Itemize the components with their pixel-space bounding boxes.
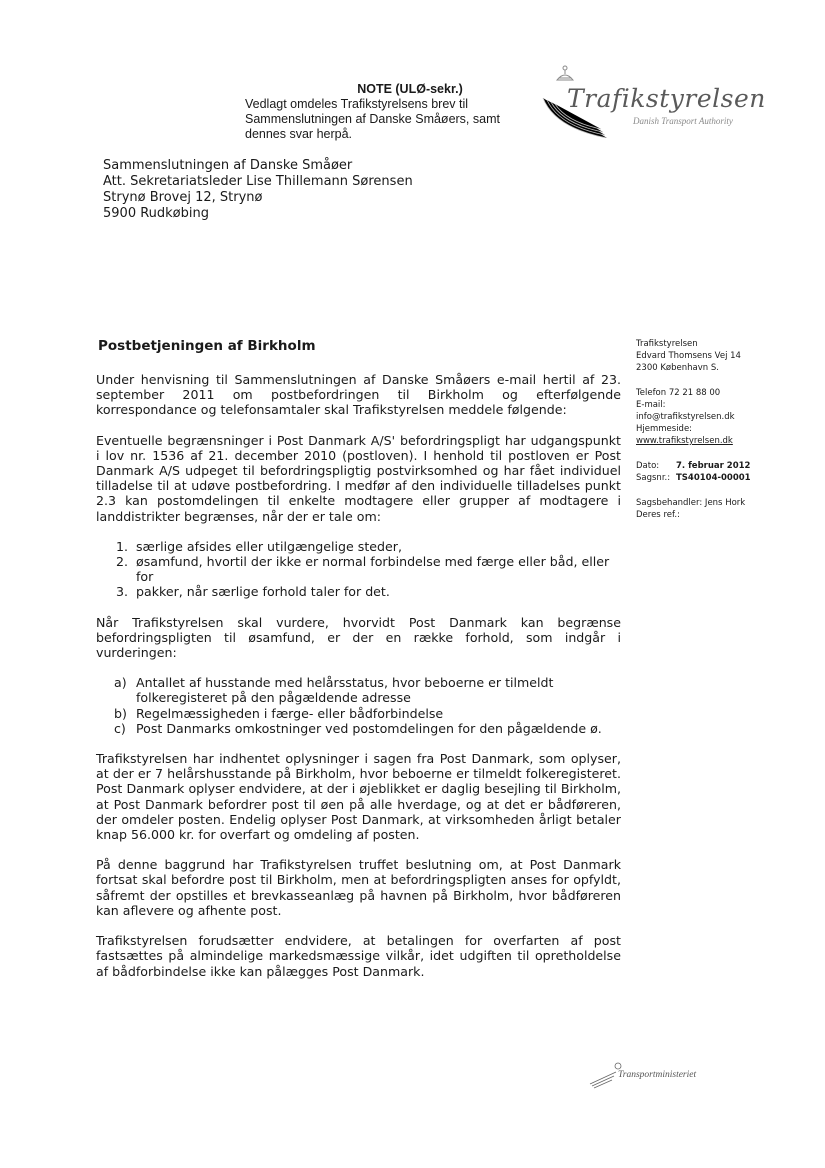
list-marker: 3.	[116, 584, 129, 600]
list-text: Antallet af husstande med helårsstatus, hvor beboerne er tilmeldt folkeregisteret på den pågældende adresse	[136, 675, 554, 706]
paragraph: Trafikstyrelsen har indhentet oplysninger i sagen fra Post Danmark, som oplyser, at der er 7 helårshusstande på Birkholm, hvor beboerne er tilmeldt folkeregisteret. Post Danmark oplyser endvidere, at der i øjeblikket er daglig besejling til Birkholm, at Post Danmark befordrer post til øen på alle hverdage, og at det er bådføreren, der omdeler posten. Endelig oplyser Post Danmark, at virksomheden årligt betaler knap 56.000 kr. for overfart og omdeling af posten.	[96, 751, 621, 843]
paragraph: Eventuelle begrænsninger i Post Danmark A/S' befordringspligt har udgangspunkt i lov nr. 1536 af 21. december 2010 (postloven). I henhold til postloven er Post Danmark A/S udpeget til befordringspligtig postvirksomhed og har fået individuel tilladelse til at udøve postbefordring. I medfør af den individuelle tilladelses punkt 2.3 kan postomdelingen til enkelte modtagere eller grupper af modtagere i landdistrikter begrænses, når der er tale om:	[96, 432, 621, 524]
list-text: Post Danmarks omkostninger ved postomdelingen for den pågældende ø.	[136, 720, 602, 736]
address-line: Strynø Brovej 12, Strynø	[103, 190, 263, 205]
date-row	[636, 460, 786, 472]
list-marker: 1.	[116, 538, 129, 554]
sender-name: Trafikstyrelsen	[636, 339, 698, 349]
date-value: 7. februar 2012	[676, 461, 751, 471]
list-text: øsamfund, hvortil der ikke er normal forbindelse med færge eller båd, eller for	[136, 554, 610, 585]
case-value: TS40104-00001	[676, 473, 751, 483]
list-marker: b)	[114, 705, 127, 721]
case-label: Sagsnr.:	[636, 473, 671, 483]
list-item	[96, 554, 621, 584]
note-line: Vedlagt omdeles Trafikstyrelsens brev til	[245, 97, 469, 111]
list-item	[96, 584, 621, 599]
email-label: E-mail:	[636, 400, 666, 410]
sender-email[interactable]: info@trafikstyrelsen.dk	[636, 412, 735, 422]
note-line: Sammenslutningen af Danske Småøers, samt	[245, 112, 500, 126]
letter-heading: Postbetjeningen af Birkholm	[98, 338, 316, 354]
list-text: pakker, når særlige forhold taler for det.	[136, 584, 390, 600]
address-line: 5900 Rudkøbing	[103, 206, 209, 221]
note-line: dennes svar herpå.	[245, 127, 353, 141]
list-marker: c)	[114, 720, 126, 736]
sender-phone: Telefon 72 21 88 00	[636, 388, 721, 398]
logo-subtitle: Danish Transport Authority	[633, 116, 733, 126]
list-item	[96, 675, 621, 705]
cover-note	[245, 82, 535, 142]
sender-website-link[interactable]: www.trafikstyrelsen.dk	[636, 436, 733, 446]
address-line: Sammenslutningen af Danske Småøer	[103, 158, 353, 173]
letter-body	[96, 372, 621, 994]
paragraph: Trafikstyrelsen forudsætter endvidere, at betalingen for overfarten af post fastsættes på almindelige markedsmæssige vilkår, idet udgiften til opretholdelse af bådforbindelse ikke kan pålægges Post Danmark.	[96, 933, 621, 979]
list-text: særlige afsides eller utilgængelige steder,	[136, 538, 402, 554]
sender-city: 2300 København S.	[636, 363, 719, 373]
list-item	[96, 721, 621, 736]
case-row	[636, 472, 786, 484]
list-text: Regelmæssigheden i færge- eller bådforbindelse	[136, 705, 444, 721]
date-label: Dato:	[636, 461, 660, 471]
paragraph: Under henvisning til Sammenslutningen af Danske Småøers e-mail hertil af 23. september 2011 om postbefordringen til Birkholm og efterfølgende korrespondance og telefonsamtaler skal Trafikstyrelsen meddele følgende:	[96, 372, 621, 418]
numbered-list	[96, 539, 621, 600]
web-label: Hjemmeside:	[636, 424, 693, 434]
address-line: Att. Sekretariatsleder Lise Thillemann Sørensen	[103, 174, 413, 189]
your-reference: Deres ref.:	[636, 510, 680, 520]
recipient-address	[103, 158, 413, 222]
case-handler: Sagsbehandler: Jens Hork	[636, 498, 746, 508]
ministry-crest-icon	[582, 1058, 622, 1098]
sender-info	[636, 338, 786, 521]
paragraph: På denne baggrund har Trafikstyrelsen truffet beslutning om, at Post Danmark fortsat skal befordre post til Birkholm, men at befordringspligten anses for opfyldt, såfremt der opstilles et brevkasseanlæg på havnen på Birkholm, hvor bådføreren kan aflevere og afhente post.	[96, 857, 621, 918]
logo-name: Trafikstyrelsen	[567, 84, 766, 113]
ministry-footer	[582, 1058, 742, 1098]
sender-street: Edvard Thomsens Vej 14	[636, 351, 741, 361]
list-item	[96, 539, 621, 554]
list-item	[96, 706, 621, 721]
note-title: NOTE (ULØ-sekr.)	[357, 82, 463, 96]
list-marker: 2.	[116, 554, 129, 570]
trafikstyrelsen-logo	[535, 58, 775, 138]
paragraph: Når Trafikstyrelsen skal vurdere, hvorvidt Post Danmark kan begrænse befordringspligten til øsamfund, er der en række forhold, som indgår i vurderingen:	[96, 614, 621, 661]
list-marker: a)	[114, 675, 127, 691]
lettered-list	[96, 675, 621, 736]
ministry-name: Transportministeriet	[618, 1070, 697, 1080]
